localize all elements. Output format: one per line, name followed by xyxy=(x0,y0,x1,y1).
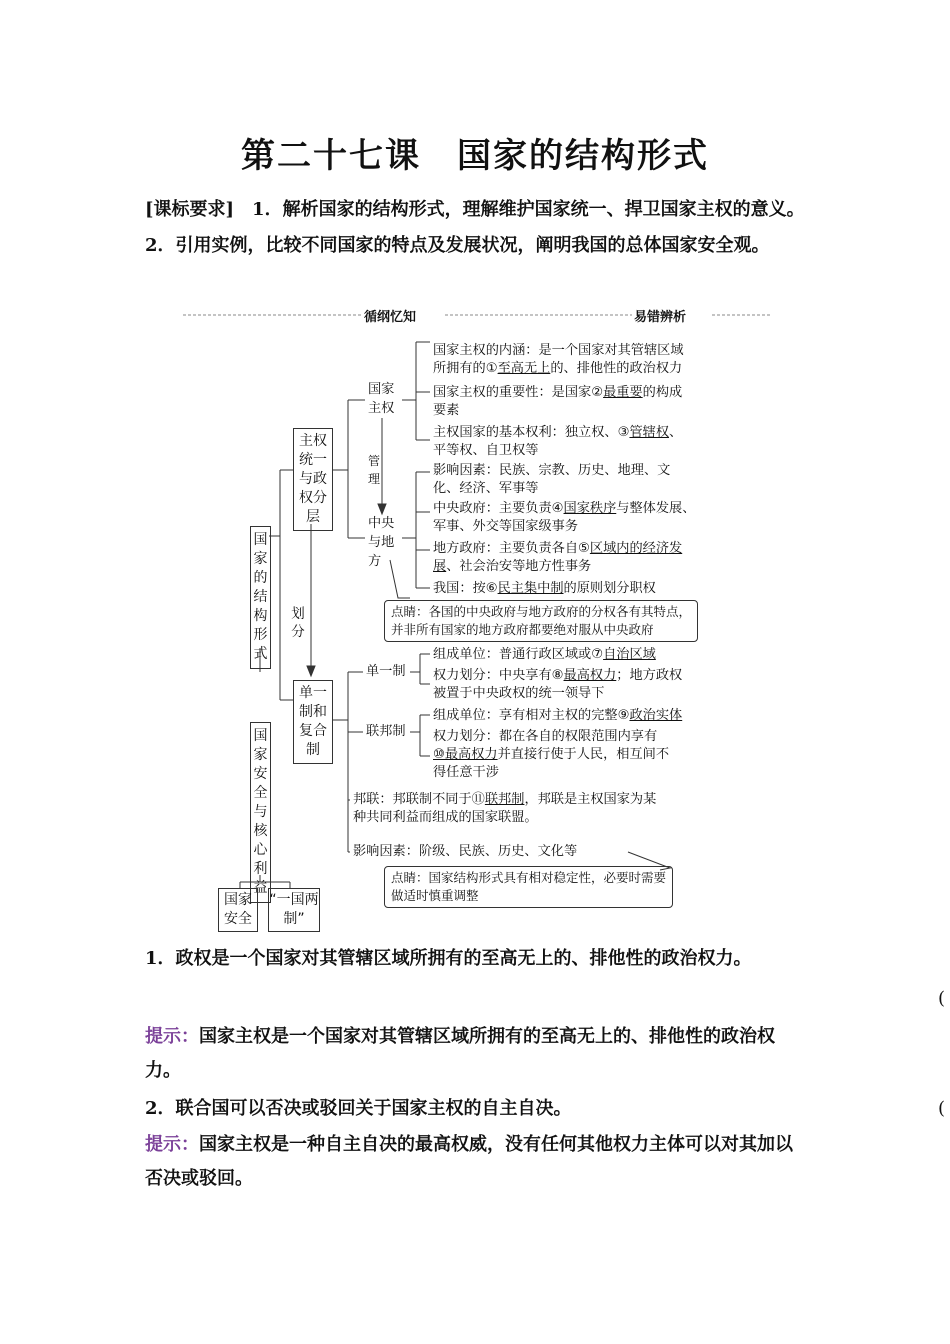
note-structure-stability: 点睛：国家结构形式具有相对稳定性，必要时需要 做适时慎重调整 xyxy=(384,866,673,908)
page-title: 第二十七课 国家的结构形式 xyxy=(241,136,709,176)
confederation-line2: 种共同利益而组成的国家联盟。 xyxy=(353,810,538,825)
confederation-line1: 邦联：邦联制不同于⑪联邦制，邦联是主权国家为某 xyxy=(353,792,657,807)
hint-label: 提示： xyxy=(145,1026,199,1047)
leaf-one-country-two-systems: “一国两制” xyxy=(268,888,320,932)
label-federal: 联邦制 xyxy=(366,724,406,739)
federal-power-line1: 权力划分：都在各自的权限范围内享有 xyxy=(433,729,658,744)
cl-central-line2: 军事、外交等国家级事务 xyxy=(433,519,579,534)
sov-importance-line1: 国家主权的重要性：是国家②最重要的构成 xyxy=(433,385,683,400)
sov-rights-line2: 平等权、自卫权等 xyxy=(433,443,539,458)
knowledge-diagram xyxy=(180,300,780,940)
cl-local-line1: 地方政府：主要负责各自⑤区域内的经济发 xyxy=(433,541,683,556)
unitary-power-line2: 被置于中央政权的统一领导下 xyxy=(433,686,605,701)
cl-factors-line1: 影响因素：民族、宗教、历史、地理、文 xyxy=(433,463,671,478)
sov-importance-line2: 要素 xyxy=(433,403,460,418)
federal-units-line: 组成单位：享有相对主权的完整⑨政治实体 xyxy=(433,708,683,723)
sub-central-local: 中央与地方 xyxy=(368,516,395,569)
label-manage: 管理 xyxy=(367,454,380,486)
answer-9: 政治实体 xyxy=(629,708,683,723)
answer-4: 国家秩序 xyxy=(563,501,617,516)
answer-6: 民主集中制 xyxy=(497,581,564,596)
sov-content-line2: 所拥有的①至高无上的、排他性的政治权力 xyxy=(433,361,683,376)
node-national-security: 国家安全与核心利益 xyxy=(250,722,271,903)
answer-1: 至高无上 xyxy=(497,361,551,376)
answer-7: 自治区域 xyxy=(603,647,656,662)
question-2: 2．联合国可以否决或驳回关于国家主权的自主自决。 xyxy=(145,1098,572,1119)
header-review: 循纲忆知 xyxy=(364,310,417,325)
requirements-label: [课标要求] xyxy=(145,199,235,220)
cl-china-line: 我国：按⑥民主集中制的原则划分职权 xyxy=(433,581,656,596)
answer-5: 区域内的经济发 xyxy=(589,541,683,556)
sov-rights-line1: 主权国家的基本权利：独立权、③管辖权、 xyxy=(433,425,683,440)
requirements-text: 1．解析国家的结构形式，理解维护国家统一、捍卫国家主权的意义。2．引用实例，比较不同国家的特点及发展状况，阐明我国的总体国家安全观。 xyxy=(145,199,805,256)
factors-line: 影响因素：阶级、民族、历史、文化等 xyxy=(353,844,578,859)
sub-sovereignty: 国家主权 xyxy=(368,382,395,416)
curriculum-requirements xyxy=(145,192,810,264)
node-sovereignty-unity: 主权统一与政权分层 xyxy=(293,428,333,531)
header-errors: 易错辨析 xyxy=(634,310,687,325)
answer-3: 管辖权 xyxy=(629,425,670,440)
leaf-national-security: 国家安全 xyxy=(218,888,258,932)
root-node: 国家的结构形式 xyxy=(250,526,271,669)
answer-paren-1[interactable]: ( xyxy=(938,988,946,1009)
label-division: 划分 xyxy=(291,606,305,640)
label-unitary: 单一制 xyxy=(366,664,406,679)
hint-label: 提示： xyxy=(145,1134,199,1155)
answer-2: 最重要 xyxy=(603,385,643,400)
answer-10: ⑩最高权力 xyxy=(433,747,498,762)
federal-power-line2: ⑩最高权力并直接行使于人民，相互间不 xyxy=(433,747,670,762)
answer-11: 联邦制 xyxy=(484,792,525,807)
unitary-units-line: 组成单位：普通行政区域或⑦自治区域 xyxy=(433,647,656,662)
question-1: 1．政权是一个国家对其管辖区域所拥有的至高无上的、排他性的政治权力。 xyxy=(145,948,752,969)
node-structure-forms: 单一制和复合制 xyxy=(293,680,333,764)
answer-8: 最高权力 xyxy=(563,668,617,683)
unitary-power-line1: 权力划分：中央享有⑧最高权力；地方政权 xyxy=(433,668,683,683)
note-central-local: 点睛：各国的中央政府与地方政府的分权各有其特点， 并非所有国家的地方政府都要绝对服从中央政府 xyxy=(384,600,698,642)
answer-paren-2[interactable]: ( xyxy=(938,1098,946,1119)
cl-central-line1: 中央政府：主要负责④国家秩序与整体发展、 xyxy=(433,501,696,516)
cl-factors-line2: 化、经济、军事等 xyxy=(433,481,539,496)
hint-2: 提示：国家主权是一种自主自决的最高权威，没有任何其他权力主体可以对其加以否决或驳回。 xyxy=(145,1134,793,1189)
sov-content-line1: 国家主权的内涵：是一个国家对其管辖区域 xyxy=(433,343,684,358)
cl-local-line2: 展、社会治安等地方性事务 xyxy=(433,559,592,574)
hint-1: 提示：国家主权是一个国家对其管辖区域所拥有的至高无上的、排他性的政治权力。 xyxy=(145,1026,775,1081)
federal-power-line3: 得任意干涉 xyxy=(433,765,499,780)
